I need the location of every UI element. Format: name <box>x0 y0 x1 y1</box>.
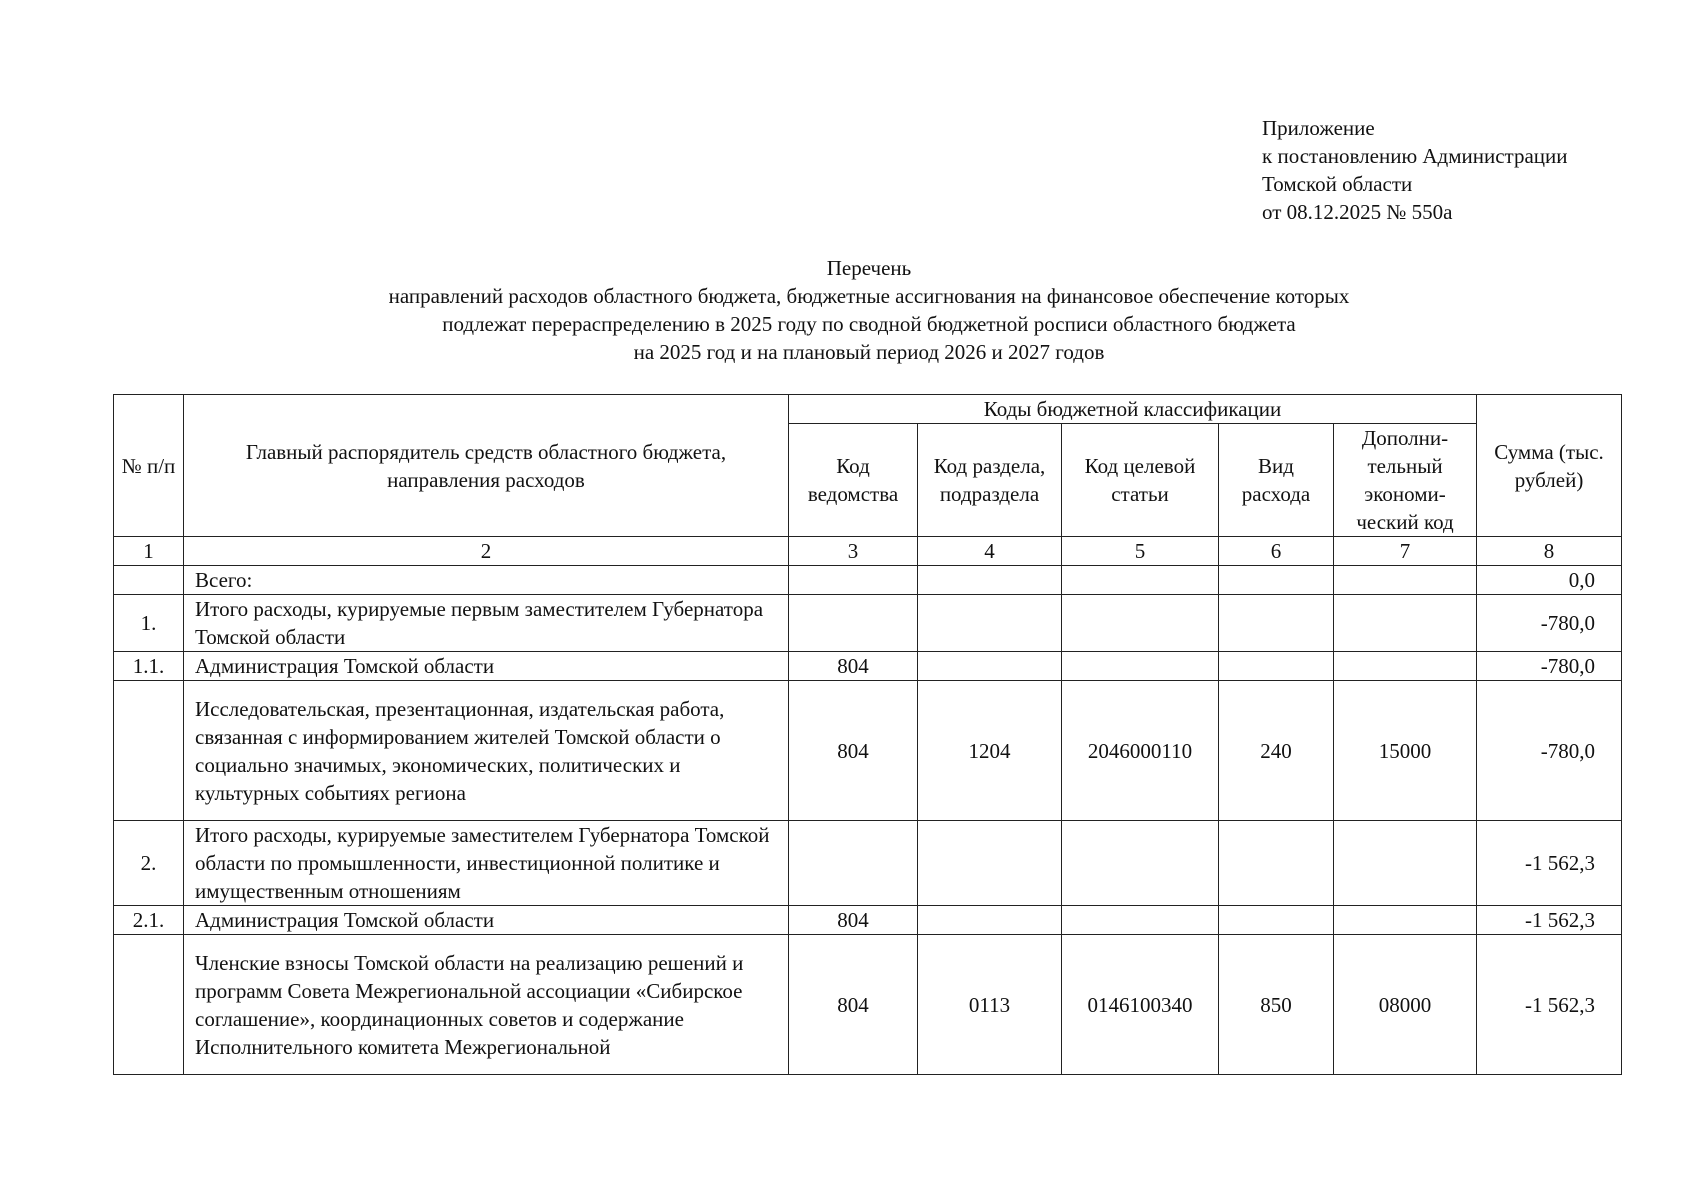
row-dept: 804 <box>789 681 918 821</box>
row-type <box>1219 595 1334 652</box>
row-target: 2046000110 <box>1062 681 1219 821</box>
table-row <box>114 935 1622 1075</box>
budget-table <box>113 394 1622 1075</box>
column-number: 5 <box>1062 537 1219 566</box>
row-extra <box>1334 821 1477 906</box>
row-section: 0113 <box>918 935 1062 1075</box>
header-num: № п/п <box>114 395 184 537</box>
column-number: 6 <box>1219 537 1334 566</box>
row-target <box>1062 595 1219 652</box>
column-number: 3 <box>789 537 918 566</box>
row-section <box>918 821 1062 906</box>
row-name: Исследовательская, презентационная, издательская работа, связанная с информированием жителей Томской области о социально значимых, экономических, политических и культурных событиях региона <box>184 681 789 821</box>
row-extra <box>1334 652 1477 681</box>
attachment-block <box>1262 114 1568 226</box>
title-line: на 2025 год и на плановый период 2026 и 2027 годов <box>633 340 1105 364</box>
row-type: 240 <box>1219 681 1334 821</box>
row-extra: 08000 <box>1334 935 1477 1075</box>
row-section <box>918 595 1062 652</box>
row-dept <box>789 566 918 595</box>
column-number: 2 <box>184 537 789 566</box>
row-dept <box>789 595 918 652</box>
row-name: Всего: <box>184 566 789 595</box>
row-extra: 15000 <box>1334 681 1477 821</box>
header-row <box>114 395 1622 424</box>
row-type <box>1219 906 1334 935</box>
row-amount: -780,0 <box>1477 652 1622 681</box>
row-type: 850 <box>1219 935 1334 1075</box>
row-num: 2. <box>114 821 184 906</box>
attachment-line: Приложение <box>1262 116 1375 140</box>
row-amount: -780,0 <box>1477 595 1622 652</box>
row-amount: -1 562,3 <box>1477 906 1622 935</box>
attachment-line: от 08.12.2025 № 550а <box>1262 200 1453 224</box>
row-section <box>918 652 1062 681</box>
row-name: Членские взносы Томской области на реализацию решений и программ Совета Межрегиональной ассоциации «Сибирское соглашение», координационных советов и содержание Исполнительного комитета Межрегиональной <box>184 935 789 1075</box>
table-row <box>114 595 1622 652</box>
row-target <box>1062 906 1219 935</box>
header-dept-code: Код ведомства <box>789 424 918 537</box>
header-expense-type: Вид расхода <box>1219 424 1334 537</box>
row-name: Администрация Томской области <box>184 652 789 681</box>
row-extra <box>1334 566 1477 595</box>
row-num <box>114 681 184 821</box>
table-row <box>114 906 1622 935</box>
row-target: 0146100340 <box>1062 935 1219 1075</box>
table-row <box>114 566 1622 595</box>
row-name: Итого расходы, курируемые первым заместителем Губернатора Томской области <box>184 595 789 652</box>
row-target <box>1062 566 1219 595</box>
row-name: Администрация Томской области <box>184 906 789 935</box>
row-num <box>114 566 184 595</box>
row-target <box>1062 652 1219 681</box>
row-name: Итого расходы, курируемые заместителем Губернатора Томской области по промышленности, инвестиционной политике и имущественным отношениям <box>184 821 789 906</box>
header-section-code: Код раздела, подраздела <box>918 424 1062 537</box>
row-type <box>1219 821 1334 906</box>
row-num: 1. <box>114 595 184 652</box>
row-dept: 804 <box>789 935 918 1075</box>
row-section <box>918 566 1062 595</box>
attachment-line: Томской области <box>1262 172 1413 196</box>
column-number-row <box>114 537 1622 566</box>
row-target <box>1062 821 1219 906</box>
row-type <box>1219 566 1334 595</box>
title-line: Перечень <box>826 256 912 280</box>
row-dept <box>789 821 918 906</box>
row-amount: 0,0 <box>1477 566 1622 595</box>
header-amount: Сумма (тыс. рублей) <box>1477 395 1622 537</box>
row-amount: -1 562,3 <box>1477 935 1622 1075</box>
column-number: 4 <box>918 537 1062 566</box>
row-extra <box>1334 595 1477 652</box>
row-amount: -1 562,3 <box>1477 821 1622 906</box>
row-num: 2.1. <box>114 906 184 935</box>
column-number: 8 <box>1477 537 1622 566</box>
row-num <box>114 935 184 1075</box>
row-dept: 804 <box>789 906 918 935</box>
table-row <box>114 821 1622 906</box>
row-amount: -780,0 <box>1477 681 1622 821</box>
column-number: 1 <box>114 537 184 566</box>
row-section <box>918 906 1062 935</box>
column-number: 7 <box>1334 537 1477 566</box>
row-dept: 804 <box>789 652 918 681</box>
row-type <box>1219 652 1334 681</box>
title-line: направлений расходов областного бюджета, бюджетные ассигнования на финансовое обеспечение которых <box>388 284 1350 308</box>
document-title <box>0 254 1698 366</box>
table-row <box>114 681 1622 821</box>
header-codes-group: Коды бюджетной классификации <box>789 395 1477 424</box>
row-num: 1.1. <box>114 652 184 681</box>
attachment-line: к постановлению Администрации <box>1262 144 1568 168</box>
row-section: 1204 <box>918 681 1062 821</box>
header-extra-code: Дополни-тельный экономи-ческий код <box>1334 424 1477 537</box>
table-row <box>114 652 1622 681</box>
title-line: подлежат перераспределению в 2025 году по сводной бюджетной росписи областного бюджета <box>442 312 1296 336</box>
header-target-code: Код целевой статьи <box>1062 424 1219 537</box>
row-extra <box>1334 906 1477 935</box>
header-name: Главный распорядитель средств областного бюджета, направления расходов <box>184 395 789 537</box>
